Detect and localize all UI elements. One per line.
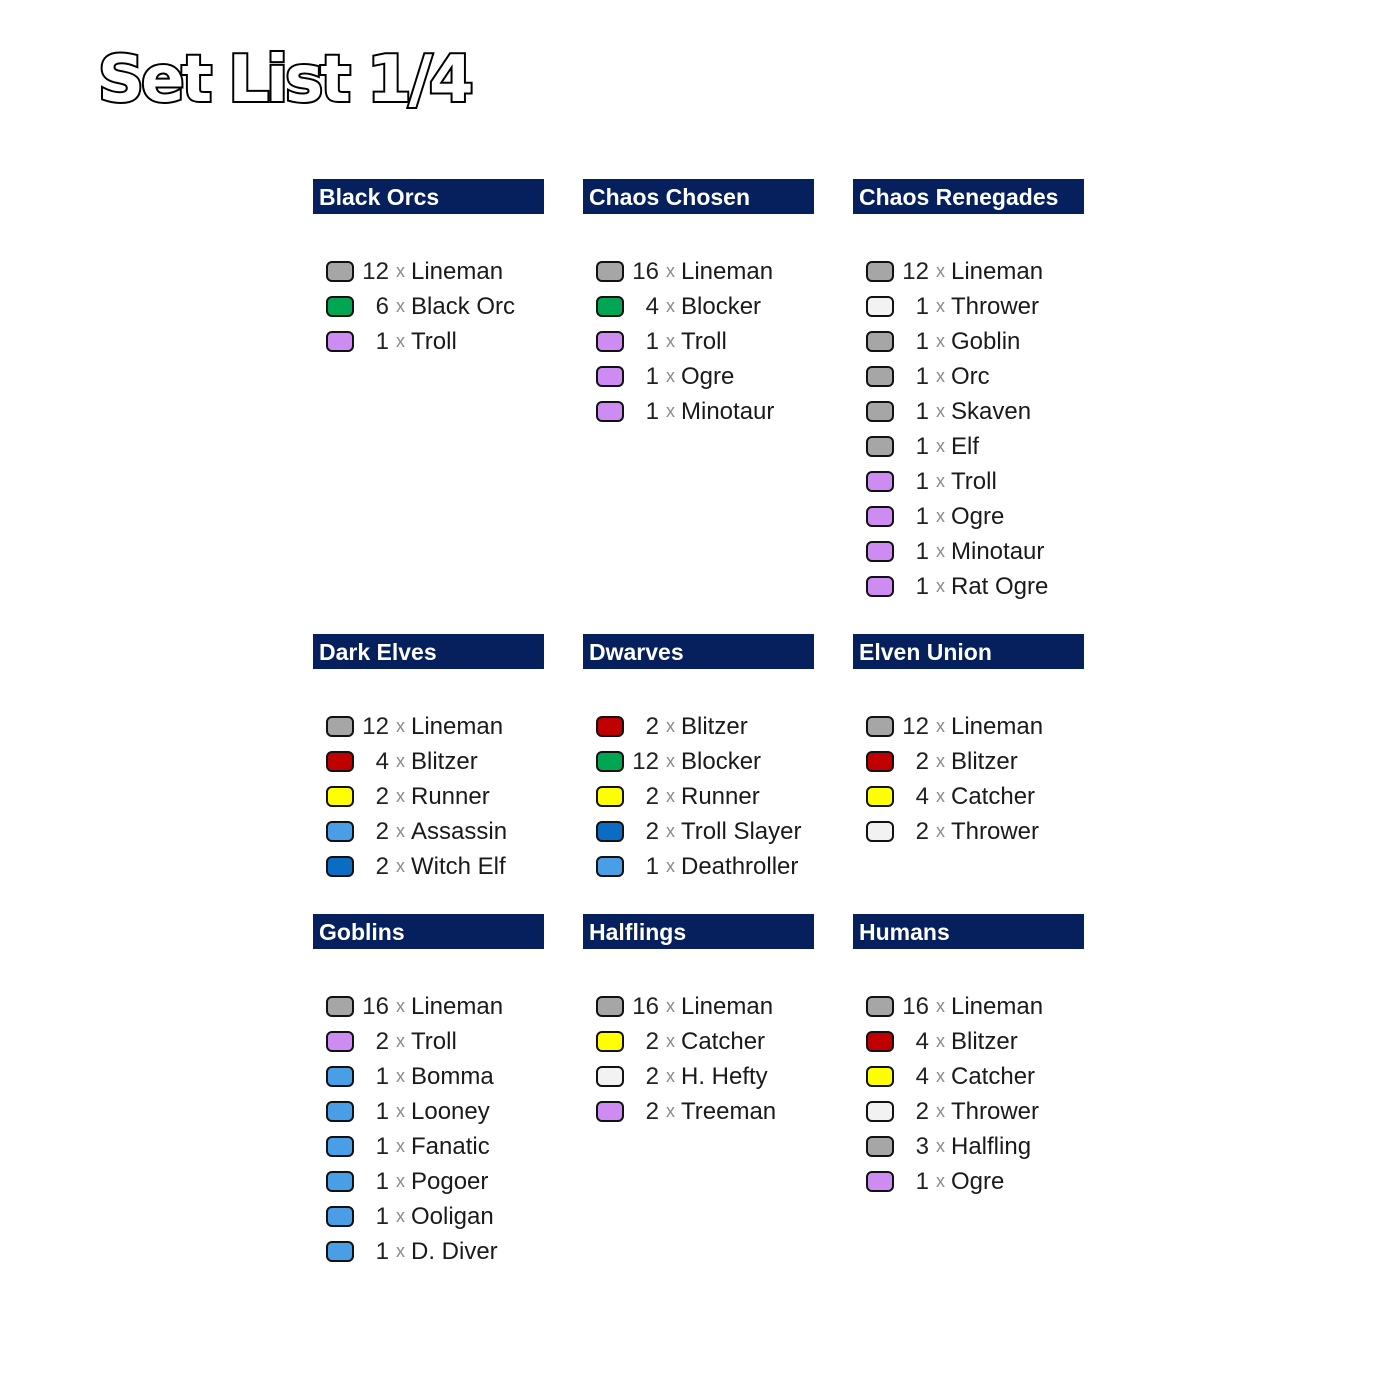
- position-name: Ogre: [951, 502, 1005, 530]
- position-color-chip: [866, 471, 894, 492]
- roster-list: [583, 989, 814, 1129]
- position-color-chip: [326, 1101, 354, 1122]
- roster-row: [583, 324, 814, 359]
- multiplier-sign: x: [666, 716, 675, 736]
- player-count: 1: [375, 1237, 389, 1265]
- multiplier-sign: x: [396, 1136, 405, 1156]
- team-name: Humans: [853, 914, 1084, 949]
- multiplier-sign: x: [666, 1031, 675, 1051]
- multiplier-sign: x: [936, 821, 945, 841]
- roster-row: [313, 1094, 544, 1129]
- roster-row: [313, 254, 544, 289]
- position-color-chip: [866, 1171, 894, 1192]
- player-count: 1: [915, 292, 929, 320]
- multiplier-sign: x: [936, 1101, 945, 1121]
- team-name: Elven Union: [853, 634, 1084, 669]
- multiplier-sign: x: [396, 1101, 405, 1121]
- player-count: 1: [375, 1097, 389, 1125]
- roster-row: [853, 499, 1084, 534]
- position-name: Runner: [411, 782, 490, 810]
- position-name: Troll Slayer: [681, 817, 802, 845]
- multiplier-sign: x: [936, 296, 945, 316]
- position-color-chip: [596, 786, 624, 807]
- position-color-chip: [866, 716, 894, 737]
- position-color-chip: [326, 751, 354, 772]
- position-color-chip: [596, 751, 624, 772]
- roster-row: [853, 779, 1084, 814]
- team-name: Halflings: [583, 914, 814, 949]
- position-color-chip: [596, 716, 624, 737]
- player-count: 12: [362, 712, 389, 740]
- roster-row: [313, 289, 544, 324]
- multiplier-sign: x: [666, 856, 675, 876]
- player-count: 2: [375, 817, 389, 845]
- player-count: 16: [632, 257, 659, 285]
- multiplier-sign: x: [396, 296, 405, 316]
- roster-row: [313, 1059, 544, 1094]
- multiplier-sign: x: [666, 331, 675, 351]
- roster-row: [853, 1094, 1084, 1129]
- player-count: 4: [915, 782, 929, 810]
- player-count: 2: [375, 782, 389, 810]
- position-name: Halfling: [951, 1132, 1032, 1160]
- position-name: H. Hefty: [681, 1062, 768, 1090]
- page-title: Set List 1/4: [98, 43, 471, 117]
- multiplier-sign: x: [936, 1136, 945, 1156]
- roster-row: [853, 569, 1084, 604]
- position-name: Thrower: [951, 1097, 1040, 1125]
- position-color-chip: [866, 506, 894, 527]
- position-color-chip: [326, 331, 354, 352]
- position-name: Minotaur: [951, 537, 1045, 565]
- player-count: 2: [915, 1097, 929, 1125]
- roster-row: [853, 324, 1084, 359]
- position-name: Catcher: [681, 1027, 766, 1055]
- position-color-chip: [596, 1031, 624, 1052]
- roster-row: [853, 989, 1084, 1024]
- roster-row: [583, 254, 814, 289]
- position-name: Blitzer: [681, 712, 748, 740]
- roster-row: [313, 324, 544, 359]
- position-name: Looney: [411, 1097, 490, 1125]
- position-name: Orc: [951, 362, 990, 390]
- position-color-chip: [866, 541, 894, 562]
- multiplier-sign: x: [936, 261, 945, 281]
- player-count: 2: [645, 817, 659, 845]
- position-name: Troll: [951, 467, 997, 495]
- position-color-chip: [866, 576, 894, 597]
- position-name: Assassin: [411, 817, 508, 845]
- position-color-chip: [326, 1066, 354, 1087]
- multiplier-sign: x: [396, 331, 405, 351]
- multiplier-sign: x: [936, 366, 945, 386]
- player-count: 1: [915, 467, 929, 495]
- team-name: Dark Elves: [313, 634, 544, 669]
- position-color-chip: [866, 1101, 894, 1122]
- position-name: Fanatic: [411, 1132, 490, 1160]
- multiplier-sign: x: [666, 401, 675, 421]
- player-count: 1: [375, 1062, 389, 1090]
- position-name: Deathroller: [681, 852, 799, 880]
- position-name: Catcher: [951, 1062, 1036, 1090]
- position-name: Lineman: [411, 257, 504, 285]
- position-color-chip: [326, 1206, 354, 1227]
- roster-row: [853, 534, 1084, 569]
- position-color-chip: [326, 821, 354, 842]
- roster-row: [583, 989, 814, 1024]
- roster-row: [853, 254, 1084, 289]
- roster-list: [313, 254, 544, 359]
- player-count: 1: [375, 1132, 389, 1160]
- position-color-chip: [866, 1031, 894, 1052]
- multiplier-sign: x: [396, 996, 405, 1016]
- roster-row: [313, 744, 544, 779]
- team-name: Chaos Renegades: [853, 179, 1084, 214]
- position-color-chip: [326, 1241, 354, 1262]
- position-color-chip: [866, 366, 894, 387]
- position-color-chip: [596, 401, 624, 422]
- position-color-chip: [326, 786, 354, 807]
- multiplier-sign: x: [936, 751, 945, 771]
- player-count: 2: [645, 1097, 659, 1125]
- position-name: Lineman: [411, 992, 504, 1020]
- team-card: [313, 914, 544, 1269]
- position-name: Ogre: [681, 362, 735, 390]
- position-name: Blitzer: [951, 747, 1018, 775]
- position-name: Lineman: [681, 992, 774, 1020]
- roster-row: [313, 709, 544, 744]
- player-count: 1: [915, 1167, 929, 1195]
- position-name: Blitzer: [951, 1027, 1018, 1055]
- position-color-chip: [866, 751, 894, 772]
- position-color-chip: [596, 821, 624, 842]
- team-card: [853, 179, 1084, 604]
- multiplier-sign: x: [936, 541, 945, 561]
- position-name: Black Orc: [411, 292, 516, 320]
- position-color-chip: [866, 436, 894, 457]
- multiplier-sign: x: [936, 996, 945, 1016]
- roster-list: [583, 709, 814, 884]
- roster-row: [853, 1059, 1084, 1094]
- position-name: Lineman: [951, 992, 1044, 1020]
- position-color-chip: [866, 1136, 894, 1157]
- player-count: 16: [362, 992, 389, 1020]
- position-color-chip: [596, 366, 624, 387]
- roster-row: [583, 394, 814, 429]
- roster-row: [583, 814, 814, 849]
- player-count: 16: [902, 992, 929, 1020]
- position-color-chip: [866, 1066, 894, 1087]
- position-name: Witch Elf: [411, 852, 506, 880]
- team-name: Chaos Chosen: [583, 179, 814, 214]
- player-count: 1: [915, 572, 929, 600]
- multiplier-sign: x: [396, 1206, 405, 1226]
- player-count: 1: [915, 362, 929, 390]
- position-color-chip: [596, 1101, 624, 1122]
- position-color-chip: [596, 331, 624, 352]
- roster-row: [583, 779, 814, 814]
- roster-row: [853, 709, 1084, 744]
- roster-row: [313, 989, 544, 1024]
- position-color-chip: [326, 1136, 354, 1157]
- team-card: [583, 179, 814, 429]
- position-color-chip: [596, 261, 624, 282]
- position-color-chip: [866, 786, 894, 807]
- position-name: Troll: [411, 1027, 457, 1055]
- position-color-chip: [596, 996, 624, 1017]
- player-count: 1: [915, 537, 929, 565]
- player-count: 2: [915, 817, 929, 845]
- roster-row: [583, 849, 814, 884]
- position-color-chip: [326, 1031, 354, 1052]
- position-color-chip: [326, 716, 354, 737]
- position-color-chip: [596, 1066, 624, 1087]
- roster-row: [313, 1199, 544, 1234]
- team-card: [853, 914, 1084, 1199]
- roster-row: [853, 359, 1084, 394]
- team-card: [583, 634, 814, 884]
- multiplier-sign: x: [936, 1066, 945, 1086]
- multiplier-sign: x: [396, 821, 405, 841]
- player-count: 3: [915, 1132, 929, 1160]
- roster-row: [853, 814, 1084, 849]
- position-name: Minotaur: [681, 397, 775, 425]
- multiplier-sign: x: [936, 716, 945, 736]
- roster-row: [313, 1164, 544, 1199]
- player-count: 2: [645, 1062, 659, 1090]
- roster-row: [853, 429, 1084, 464]
- position-name: Thrower: [951, 817, 1040, 845]
- multiplier-sign: x: [396, 1241, 405, 1261]
- team-card: [853, 634, 1084, 849]
- position-color-chip: [866, 331, 894, 352]
- multiplier-sign: x: [936, 471, 945, 491]
- player-count: 2: [645, 782, 659, 810]
- roster-list: [853, 709, 1084, 849]
- multiplier-sign: x: [666, 296, 675, 316]
- multiplier-sign: x: [396, 716, 405, 736]
- player-count: 1: [375, 327, 389, 355]
- position-color-chip: [866, 821, 894, 842]
- position-name: Lineman: [951, 257, 1044, 285]
- position-name: Troll: [411, 327, 457, 355]
- roster-row: [853, 464, 1084, 499]
- multiplier-sign: x: [666, 366, 675, 386]
- multiplier-sign: x: [396, 1066, 405, 1086]
- position-name: Lineman: [411, 712, 504, 740]
- team-name: Goblins: [313, 914, 544, 949]
- position-color-chip: [866, 401, 894, 422]
- player-count: 16: [632, 992, 659, 1020]
- player-count: 1: [645, 327, 659, 355]
- multiplier-sign: x: [936, 576, 945, 596]
- roster-row: [313, 779, 544, 814]
- player-count: 1: [645, 362, 659, 390]
- roster-row: [853, 1024, 1084, 1059]
- player-count: 12: [632, 747, 659, 775]
- roster-row: [583, 744, 814, 779]
- multiplier-sign: x: [396, 751, 405, 771]
- multiplier-sign: x: [936, 506, 945, 526]
- roster-row: [583, 1024, 814, 1059]
- player-count: 4: [915, 1027, 929, 1055]
- multiplier-sign: x: [666, 786, 675, 806]
- multiplier-sign: x: [396, 1171, 405, 1191]
- roster-row: [313, 814, 544, 849]
- multiplier-sign: x: [936, 331, 945, 351]
- roster-row: [583, 289, 814, 324]
- player-count: 12: [902, 257, 929, 285]
- position-name: Treeman: [681, 1097, 777, 1125]
- multiplier-sign: x: [936, 1031, 945, 1051]
- position-name: Catcher: [951, 782, 1036, 810]
- team-card: [313, 634, 544, 884]
- position-color-chip: [596, 296, 624, 317]
- player-count: 12: [362, 257, 389, 285]
- multiplier-sign: x: [936, 1171, 945, 1191]
- position-name: Skaven: [951, 397, 1032, 425]
- position-color-chip: [866, 296, 894, 317]
- player-count: 12: [902, 712, 929, 740]
- player-count: 6: [375, 292, 389, 320]
- multiplier-sign: x: [666, 261, 675, 281]
- roster-list: [313, 709, 544, 884]
- roster-row: [583, 1094, 814, 1129]
- multiplier-sign: x: [396, 1031, 405, 1051]
- position-name: Rat Ogre: [951, 572, 1049, 600]
- roster-row: [583, 359, 814, 394]
- roster-list: [313, 989, 544, 1269]
- player-count: 2: [375, 1027, 389, 1055]
- player-count: 1: [645, 852, 659, 880]
- player-count: 1: [375, 1202, 389, 1230]
- multiplier-sign: x: [396, 786, 405, 806]
- multiplier-sign: x: [396, 261, 405, 281]
- roster-list: [583, 254, 814, 429]
- multiplier-sign: x: [936, 786, 945, 806]
- player-count: 1: [915, 432, 929, 460]
- roster-row: [853, 289, 1084, 324]
- position-name: Ogre: [951, 1167, 1005, 1195]
- multiplier-sign: x: [666, 821, 675, 841]
- player-count: 2: [915, 747, 929, 775]
- roster-row: [853, 394, 1084, 429]
- player-count: 1: [915, 327, 929, 355]
- team-name: Dwarves: [583, 634, 814, 669]
- roster-row: [853, 1164, 1084, 1199]
- team-name: Black Orcs: [313, 179, 544, 214]
- position-name: Runner: [681, 782, 760, 810]
- position-color-chip: [596, 856, 624, 877]
- position-name: Lineman: [951, 712, 1044, 740]
- player-count: 1: [915, 397, 929, 425]
- player-count: 4: [915, 1062, 929, 1090]
- player-count: 2: [645, 712, 659, 740]
- multiplier-sign: x: [666, 751, 675, 771]
- position-name: Blitzer: [411, 747, 478, 775]
- team-card: [583, 914, 814, 1129]
- position-name: Troll: [681, 327, 727, 355]
- player-count: 1: [375, 1167, 389, 1195]
- roster-row: [853, 744, 1084, 779]
- multiplier-sign: x: [666, 1101, 675, 1121]
- roster-row: [583, 709, 814, 744]
- roster-row: [313, 849, 544, 884]
- team-card: [313, 179, 544, 359]
- position-color-chip: [326, 261, 354, 282]
- player-count: 1: [915, 502, 929, 530]
- roster-row: [313, 1024, 544, 1059]
- player-count: 1: [645, 397, 659, 425]
- position-name: Blocker: [681, 292, 762, 320]
- multiplier-sign: x: [666, 996, 675, 1016]
- player-count: 2: [645, 1027, 659, 1055]
- multiplier-sign: x: [936, 436, 945, 456]
- position-name: Goblin: [951, 327, 1021, 355]
- roster-row: [313, 1234, 544, 1269]
- position-name: Pogoer: [411, 1167, 489, 1195]
- position-color-chip: [326, 856, 354, 877]
- roster-row: [313, 1129, 544, 1164]
- player-count: 4: [375, 747, 389, 775]
- position-name: D. Diver: [411, 1237, 498, 1265]
- multiplier-sign: x: [936, 401, 945, 421]
- player-count: 2: [375, 852, 389, 880]
- position-name: Lineman: [681, 257, 774, 285]
- position-name: Ooligan: [411, 1202, 494, 1230]
- position-color-chip: [866, 996, 894, 1017]
- position-name: Bomma: [411, 1062, 494, 1090]
- roster-list: [853, 989, 1084, 1199]
- position-name: Thrower: [951, 292, 1040, 320]
- position-color-chip: [326, 296, 354, 317]
- multiplier-sign: x: [396, 856, 405, 876]
- position-color-chip: [326, 1171, 354, 1192]
- multiplier-sign: x: [666, 1066, 675, 1086]
- roster-list: [853, 254, 1084, 604]
- position-color-chip: [866, 261, 894, 282]
- roster-row: [583, 1059, 814, 1094]
- position-name: Elf: [951, 432, 980, 460]
- roster-row: [853, 1129, 1084, 1164]
- player-count: 4: [645, 292, 659, 320]
- position-color-chip: [326, 996, 354, 1017]
- position-name: Blocker: [681, 747, 762, 775]
